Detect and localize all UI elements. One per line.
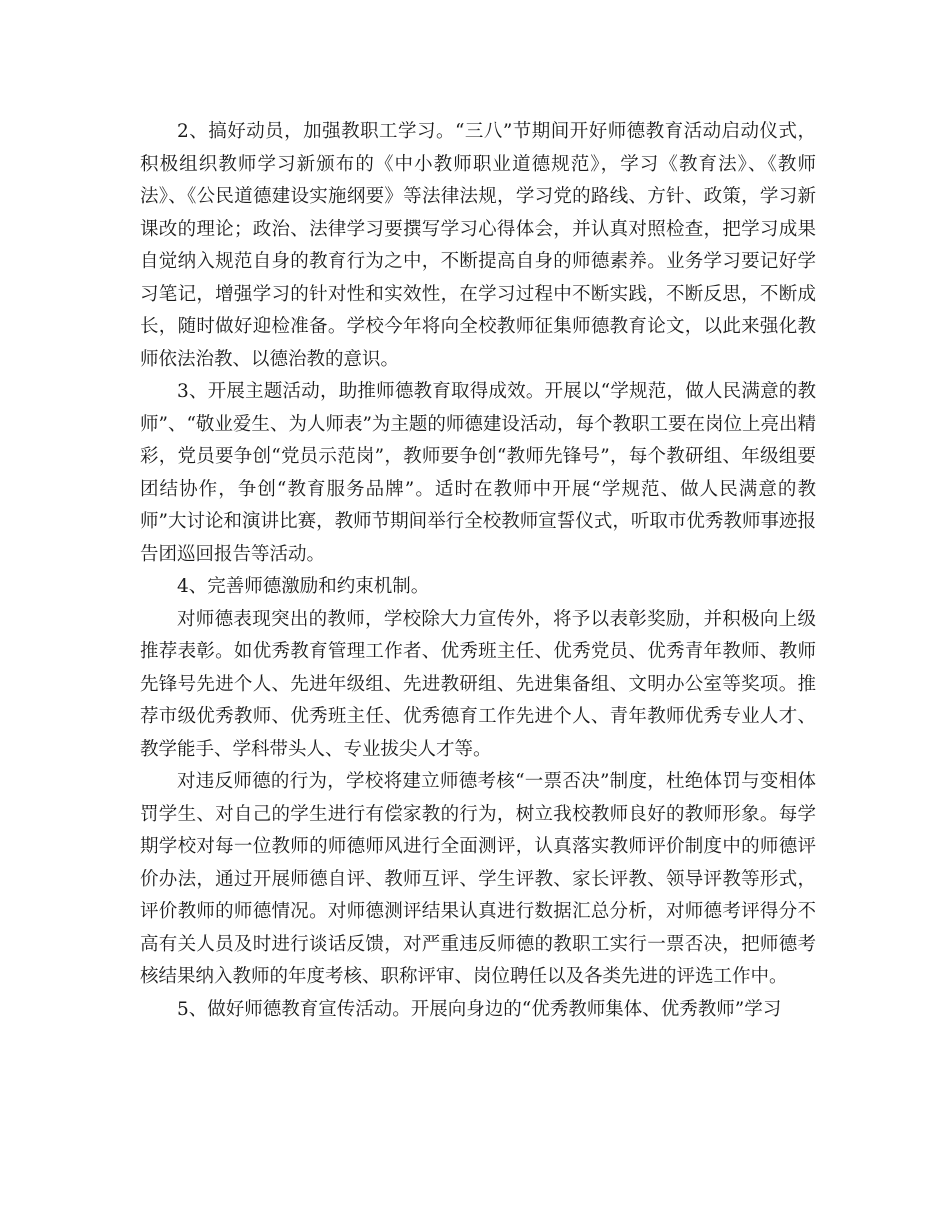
paragraph-item-3-theme-activities: 3、开展主题活动，助推师德教育取得成效。开展以“学规范，做人民满意的教师”、“敬业爱生、为人师表”为主题的师德建设活动，每个教职工要在岗位上亮出精彩，党员要争创“党员示范岗”，教师要争创“教师先锋号”，每个教研组、年级组要团结协作，争创“教育服务品牌”。适时在教师中开展“学规范、做人民满意的教师”大讨论和演讲比赛，教师节期间举行全校教师宣誓仪式，听取市优秀教师事迹报告团巡回报告等活动。 xyxy=(140,381,816,565)
paragraph-constraints: 对违反师德的行为，学校将建立师德考核“一票否决”制度，杜绝体罚与变相体罚学生、对自己的学生进行有偿家教的行为，树立我校教师良好的教师形象。每学期学校对每一位教师的师德师风进行全面测评，认真落实教师评价制度中的师德评价办法，通过开展师德自评、教师互评、学生评教、家长评教、领导评教等形式，评价教师的师德情况。对师德测评结果认真进行数据汇总分析，对师德考评得分不高有关人员及时进行谈话反馈，对严重违反师德的教职工实行一票否决，把师德考核结果纳入教师的年度考核、职称评审、岗位聘任以及各类先进的评选工作中。 xyxy=(140,771,816,987)
paragraph-item-4-heading: 4、完善师德激励和约束机制。 xyxy=(177,576,430,597)
paragraph-incentives: 对师德表现突出的教师，学校除大力宣传外，将予以表彰奖励，并积极向上级推荐表彰。如优秀教育管理工作者、优秀班主任、优秀党员、优秀青年教师、教师先锋号先进个人、先进年级组、先进教研组、先进集备组、文明办公室等奖项。推荐市级优秀教师、优秀班主任、优秀德育工作先进个人、青年教师优秀专业人才、教学能手、学科带头人、专业拔尖人才等。 xyxy=(140,608,816,760)
paragraph-item-2-mobilization: 2、搞好动员，加强教职工学习。“三八”节期间开好师德教育活动启动仪式，积极组织教师学习新颁布的《中小教师职业道德规范》，学习《教育法》、《教师法》、《公民道德建设实施纲要》等法律法规，学习党的路线、方针、政策，学习新课改的理论；政治、法律学习要撰写学习心得体会，并认真对照检查，把学习成果自觉纳入规范自身的教育行为之中，不断提高自身的师德素养。业务学习要记好学习笔记，增强学习的针对性和实效性，在学习过程中不断实践，不断反思，不断成长，随时做好迎检准备。学校今年将向全校教师征集师德教育论文，以此来强化教师依法治教、以德治教的意识。 xyxy=(140,121,816,370)
paragraph-item-5-publicity: 5、做好师德教育宣传活动。开展向身边的“优秀教师集体、优秀教师”学习 xyxy=(177,998,782,1020)
document-page xyxy=(140,116,816,1026)
